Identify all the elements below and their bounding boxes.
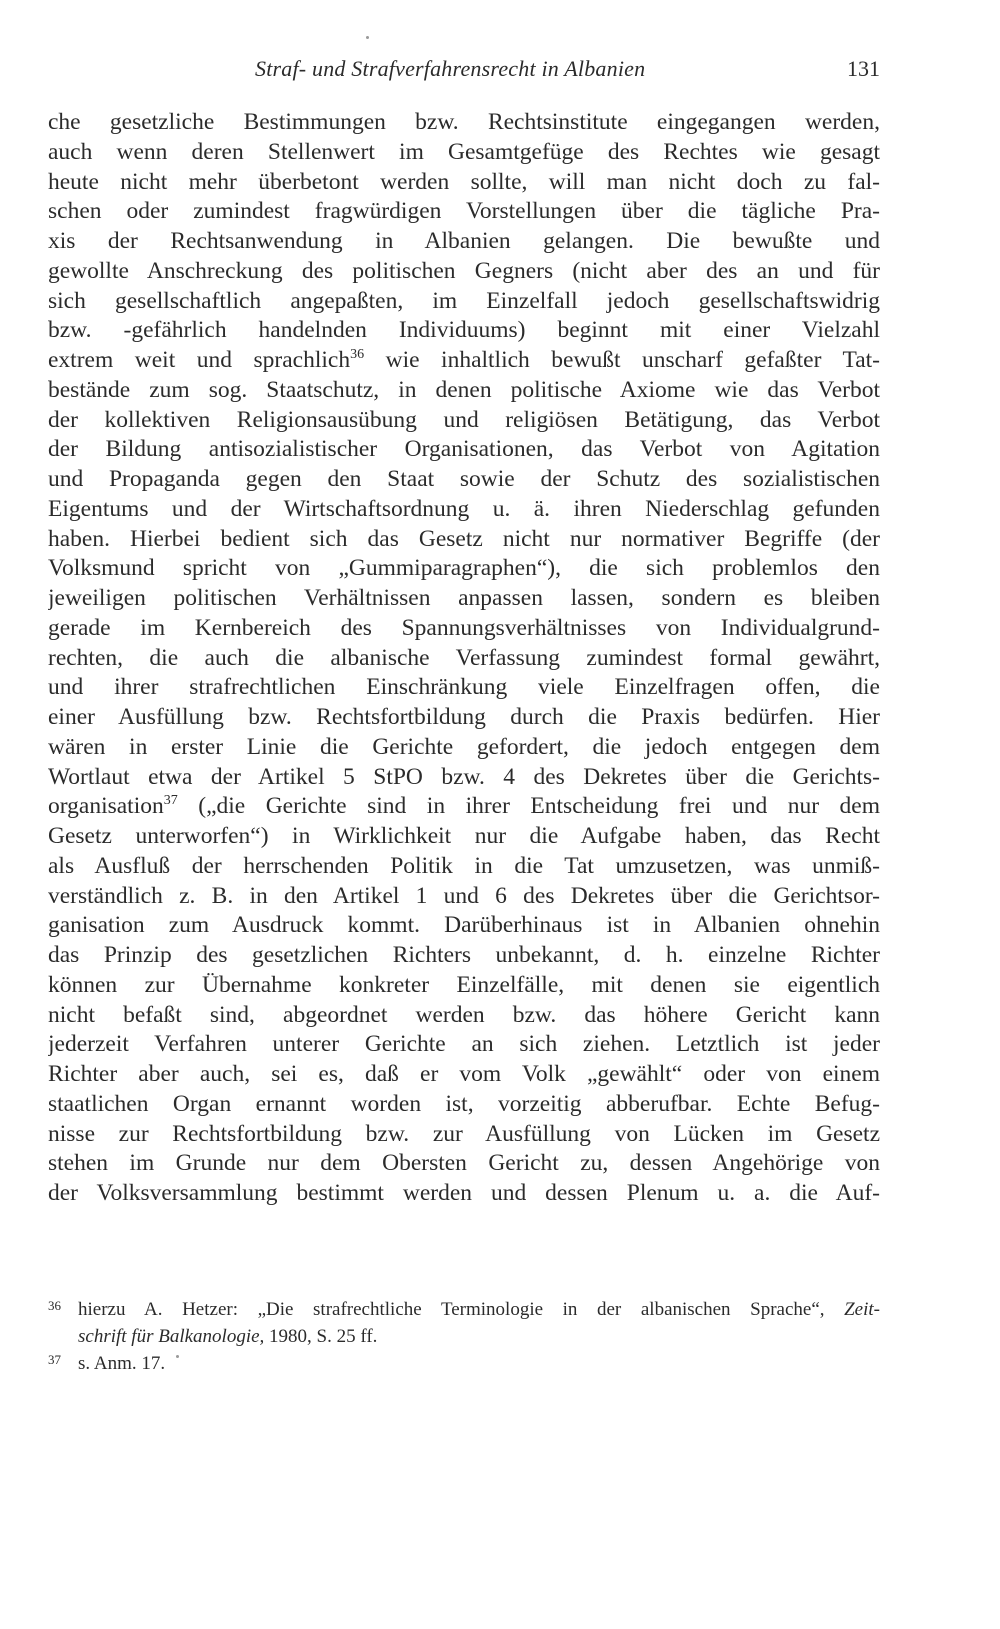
footnotes [48,1296,880,1377]
text-segment: extrem weit und sprachlich [48,347,351,373]
text-line: nisse zur Rechtsfortbildung bzw. zur Ausfüllung von Lücken im Gesetz [48,1120,880,1147]
text-line: als Ausfluß der herrschenden Politik in die Tat umzusetzen, was unmiß- [48,852,880,879]
body-text [48,108,880,1209]
text-line: können zur Übernahme konkreter Einzelfälle, mit denen sie eigentlich [48,971,880,998]
text-line: haben. Hierbei bedient sich das Gesetz nicht nur normativer Begriffe (der [48,525,880,552]
text-line: che gesetzliche Bestimmungen bzw. Rechtsinstitute eingegangen werden, [48,109,880,135]
page-number: 131 [847,56,880,81]
text-line: staatlichen Organ ernannt worden ist, vorzeitig abberufbar. Echte Befug- [48,1090,880,1117]
text-line: bzw. -gefährlich handelnden Individuums) beginnt mit einer Vielzahl [48,317,880,344]
text-line: jederzeit Verfahren unterer Gerichte an sich ziehen. Letztlich ist jeder [48,1031,880,1058]
text-line: der kollektiven Religionsausübung und religiösen Betätigung, das Verbot [48,406,880,433]
text-line: xis der Rechtsanwendung in Albanien gelangen. Die bewußte und [48,228,880,254]
paper-speck [366,36,369,39]
text-line: Wortlaut etwa der Artikel 5 StPO bzw. 4 des Dekretes über die Gerichts- [48,763,880,790]
text-segment: („die Gerichte sind in ihrer Entscheidung frei und nur dem [198,793,880,820]
footnote-36 [48,1296,880,1350]
text-line: Eigentums und der Wirtschaftsordnung u. ä. ihren Niederschlag gefunden [48,495,880,522]
text-line: schen oder zumindest fragwürdigen Vorstellungen über die tägliche Pra- [48,198,880,225]
footnote-marker: 36 [48,1298,61,1313]
footnote-italic: schrift für Balkanologie, [78,1326,265,1347]
text-line: sich gesellschaftlich angepaßten, im Einzelfall jedoch gesellschaftswidrig [48,287,880,314]
footnote-text: 1980, S. 25 ff. [269,1326,378,1347]
text-segment: wie inhaltlich bewußt unscharf gefaßter Tat- [385,347,880,373]
text-line: jeweiligen politischen Verhältnissen anpassen lassen, sondern es bleiben [48,585,880,611]
footnote-line [78,1323,880,1350]
paper-speck [176,1355,179,1358]
text-line [48,792,880,822]
footnote-37 [48,1350,880,1377]
text-line: verständlich z. B. in den Artikel 1 und 6 des Dekretes über die Gerichtsor- [48,882,880,909]
footnote-reference-36[interactable]: 36 [350,347,365,362]
footnote-marker: 37 [48,1352,61,1367]
text-line: nicht befaßt sind, abgeordnet werden bzw. das höhere Gericht kann [48,1001,880,1028]
text-line: wären in erster Linie die Gerichte gefordert, die jedoch entgegen dem [48,733,880,760]
text-line: das Prinzip des gesetzlichen Richters unbekannt, d. h. einzelne Richter [48,942,880,968]
text-line: Richter aber auch, sei es, daß er vom Volk „gewählt“ oder von einem [48,1061,880,1087]
text-line: stehen im Grunde nur dem Obersten Gericht zu, dessen Angehörige von [48,1150,880,1177]
text-line: der Bildung antisozialistischer Organisationen, das Verbot von Agitation [48,436,880,463]
running-title: Straf- und Strafverfahrensrecht in Albanien [255,56,646,81]
text-line [48,346,880,376]
text-line: und Propaganda gegen den Staat sowie der Schutz des sozialistischen [48,466,880,492]
text-line: rechten, die auch die albanische Verfassung zumindest formal gewährt, [48,644,880,671]
text-line: der Volksversammlung bestimmt werden und dessen Plenum u. a. die Auf- [48,1180,880,1206]
text-line: und ihrer strafrechtlichen Einschränkung viele Einzelfragen offen, die [48,674,880,701]
text-line: einer Ausfüllung bzw. Rechtsfortbildung durch die Praxis bedürfen. Hier [48,704,880,730]
text-line: gerade im Kernbereich des Spannungsverhältnisses von Individualgrund- [48,614,880,641]
text-line: ganisation zum Ausdruck kommt. Darüberhinaus ist in Albanien ohnehin [48,912,880,939]
text-segment: organisation [48,793,164,820]
footnote-line [78,1296,880,1323]
footnote-text: s. Anm. 17. [78,1353,166,1374]
text-line: Volksmund spricht von „Gummiparagraphen“), die sich problemlos den [48,555,880,582]
footnote-text: hierzu A. Hetzer: „Die strafrechtliche Terminologie in der albanischen Sprache“, [78,1299,825,1320]
text-line: auch wenn deren Stellenwert im Gesamtgefüge des Rechtes wie gesagt [48,138,880,165]
text-line: gewollte Anschreckung des politischen Gegners (nicht aber des an und für [48,257,880,284]
footnote-reference-37[interactable]: 37 [163,793,178,809]
text-line: Gesetz unterworfen“) in Wirklichkeit nur die Aufgabe haben, das Recht [48,823,880,849]
running-head [50,56,880,92]
text-line: bestände zum sog. Staatschutz, in denen politische Axiome wie das Verbot [48,376,880,403]
footnote-italic: Zeit- [844,1299,880,1320]
text-line: heute nicht mehr überbetont werden sollte, will man nicht doch zu fal- [48,168,880,195]
